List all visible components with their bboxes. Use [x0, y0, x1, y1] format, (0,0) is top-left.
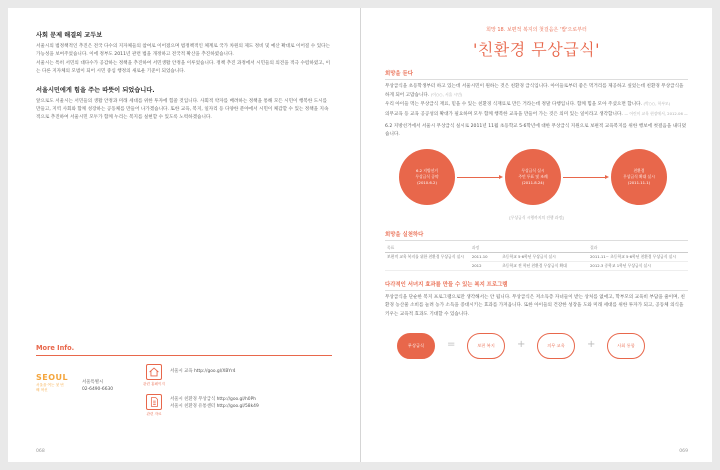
page-number: 068	[36, 449, 45, 454]
process-step: 6.2 지방선거 무상급식 공약 (2010.6.2)	[399, 149, 455, 205]
material-label: 관련 자료	[146, 412, 162, 416]
arrow-connector	[457, 177, 501, 178]
kicker-text: 희망 18. 보편적 복지의 첫걸음은 '밥'으로부터	[486, 27, 587, 33]
seoul-logo	[36, 373, 69, 401]
section-heading: 서울시민에게 힘을 주는 따뜻이 되었습니다.	[36, 86, 155, 94]
paragraph: 서울시는 특히 서민의 대다수가 공감하는 정책을 추진하여 서민생활 안정을 이루었습니다. 정책 추진 과정에서 시민들의 의견을 적극 수렴하였고, 이는 다른 지자체의 모범이 되어 시민 중심 행정의 새로운 기준이 되었습니다.	[36, 60, 331, 75]
equation-item: 사회 통합	[607, 333, 645, 359]
section-heading: 희망을 듣다	[385, 71, 413, 77]
table-cell: 초등학교 전 학년 친환경 무상급식 확대	[500, 262, 588, 271]
seoul-logo-text: SEOUL	[36, 373, 69, 382]
arrow-head	[499, 175, 503, 179]
divider	[385, 240, 688, 241]
paragraph: 무상급식을 단순한 복지 프로그램으로만 생각해서는 안 됩니다. 무상급식은 저소득층 자녀들이 받는 상처를 없애고, 학부모의 교육비 부담을 줄이며, 친환경 농산물 소비를 늘려 농가 소득을 증대시키는 효과를 가져옵니다. 또한 아이들의 건강한 성장을 도와 미래 세대를 위한 투자가 되고, 공동체 의식을 키우는 교육적 효과도 기대할 수 있습니다.	[385, 295, 685, 317]
quote-source: (박○○, 학부모)	[643, 101, 671, 107]
section-citizen	[36, 85, 332, 123]
document-icon	[146, 394, 162, 410]
arrow-connector	[563, 177, 607, 178]
column-header: 결과	[588, 244, 688, 253]
table-row	[385, 253, 688, 262]
paragraph: 우리 아이들 먹는 무상급식 재료, 믿을 수 있는 친환경 식재료로 만든 거라는데 정말 다행입니다. 함께 힘을 모아 주셨으면 합니다. (박○○, 학부모)	[385, 101, 671, 108]
left-page	[8, 8, 360, 462]
equation-operator: +	[587, 338, 596, 350]
table-cell: 보편적 교육 복지를 위한 친환경 무상급식 실시	[385, 253, 470, 271]
paragraph: 서울시의 범정책적인 추진은 전국 다수의 지자체들의 참여로 이어졌으며 범정책적인 체계로 국가 차원의 제도 정비 및 예산 확대로 이어질 수 있다는 가능성을 보여주었습니다. 이에 정부도 2011년 관련 법을 개정하고 전국적 확산을 추진하였습니다.	[36, 44, 331, 58]
table-cell: 2011.11~ 초등학교 5·6학년 친환경 무상급식 실시	[588, 253, 688, 262]
paragraph: 앞으로도 서울시는 서민들의 생활 안정과 미래 세대를 위한 투자에 힘쓸 것입니다. 사회적 약자를 배려하는 정책을 통해 모든 시민이 행복한 도시를 만들고, 지역 사회와 함께 성장하는 공동체를 만들어 나가겠습니다. 또한 교육, 복지, 일자리 등 다양한 분야에서 시민이 체감할 수 있는 정책을 지속적으로 추진하여 서울시민 모두가 함께 누리는 복지를 실현할 수 있도록 노력하겠습니다.	[36, 98, 329, 121]
page-number: 069	[679, 449, 688, 454]
home-icon	[146, 364, 162, 380]
material-link[interactable]: 서울시 친환경 유통센터 http://goo.gl/58k49	[170, 404, 259, 409]
material-link[interactable]: 서울시 친환경 무상급식 http://goo.gl/h0Ph	[170, 397, 257, 402]
quote-source: (이○○, 서울 시민)	[430, 92, 463, 98]
diagram-caption: [무상급식 시행까지의 진행 과정]	[509, 215, 564, 221]
material-links	[170, 396, 259, 410]
right-page	[361, 8, 712, 462]
paragraph: 의무교육 등 교육 공공성의 확대가 필요하며 모두 함께 행복한 교육을 만들어 가는 것은 의미 있는 일이라고 생각합니다. — 어린이 교육 현장에서, 2012.06 —	[385, 110, 688, 117]
column-header: 과정	[470, 244, 588, 253]
table-cell: 2011.10	[470, 253, 500, 262]
divider	[385, 79, 688, 80]
table-cell: 2012.3 중학교 1학년 무상급식 실시	[588, 262, 688, 271]
paragraph: 무상급식을 초등학생부터 하고 있는데 서울시민이 원하는 것은 친환경 급식입니다. 아이들로부터 좋은 먹거리를 제공하고 싶었는데 친환경 무상급식을 하게 되어 고맙습니다. (이○○, 서울 시민)	[385, 84, 684, 99]
page-title: '친환경 무상급식'	[472, 40, 601, 59]
table-cell: 2012	[470, 262, 500, 271]
implementation-table	[385, 244, 688, 271]
section-heading: 다각적인 서녀지 효과를 만들 수 있는 복지 프로그램	[385, 282, 508, 289]
column-header: 목표	[385, 244, 470, 253]
process-step: 친환경 무상급식 확대 실시 (2011.11.1)	[611, 149, 667, 205]
equation-item: 의무 교육	[537, 333, 575, 359]
phone-number: 02-6490-6630	[82, 387, 114, 392]
equation-diagram	[385, 327, 688, 367]
book-spread	[8, 8, 712, 462]
equation-operator: +	[517, 338, 526, 350]
equation-operator: =	[447, 338, 456, 350]
quote-source: — 어린이 교육 현장에서, 2012.06 —	[624, 110, 688, 116]
contact-info	[82, 379, 113, 393]
homepage-label: 관련 홈페이지	[143, 382, 165, 386]
section-society	[36, 30, 332, 77]
equation-item: 무상급식	[397, 333, 435, 359]
org-name: 서울특별시	[82, 380, 104, 385]
table-header-row	[385, 244, 688, 253]
divider	[385, 290, 688, 291]
process-diagram	[385, 143, 688, 221]
section-heading: 사회 문제 해결의 교두보	[36, 32, 103, 39]
equation-item: 보편 복지	[467, 333, 505, 359]
more-info-box	[36, 344, 332, 416]
arrow-head	[605, 175, 609, 179]
homepage-link[interactable]: 서울시 교육 http://goo.gl/XBYr4	[170, 369, 236, 374]
paragraph: 6.2 지방선거에서 서울시 무상급식 실시로 2011년 11월 초등학교 5·6학년에 대한 무상급식 지원으로 보편적 교육복지를 위한 행보에 첫걸음을 내디뎠습니다.	[385, 123, 687, 138]
seoul-logo-tagline: 서울을 여는 첫 번째 혁신	[36, 383, 64, 392]
divider	[36, 355, 332, 356]
process-step: 무상급식 실시 주민 투표 및 조례 (2011.8.24)	[505, 149, 561, 205]
more-info-title: More Info.	[36, 344, 75, 352]
table-cell: 초등학교 5·6학년 무상급식 실시	[500, 253, 588, 262]
section-heading: 희망을 실천하다	[385, 232, 424, 239]
